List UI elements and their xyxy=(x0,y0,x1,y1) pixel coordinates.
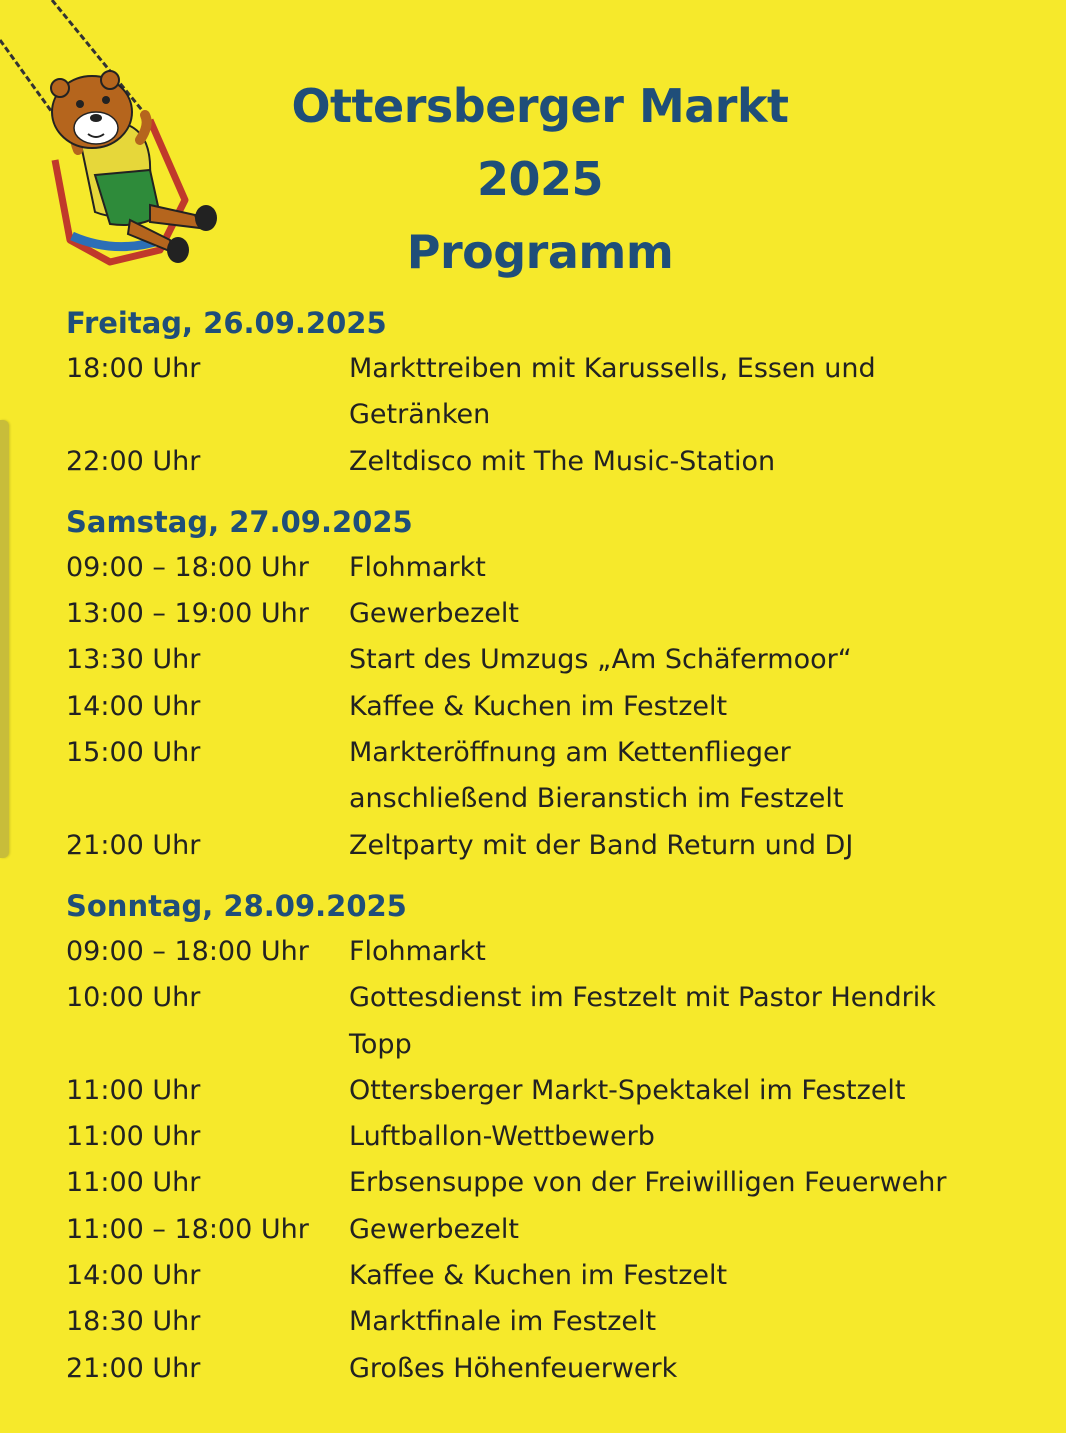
schedule-row xyxy=(66,1160,1026,1206)
day-section-sunday xyxy=(66,883,1026,1392)
schedule-event: Markteröffnung am Kettenflieger anschließend Bieranstich im Festzelt xyxy=(349,737,844,815)
schedule-time: 14:00 Uhr xyxy=(66,1260,201,1292)
schedule-event: Kaffee & Kuchen im Festzelt xyxy=(349,690,728,722)
day-section-friday xyxy=(66,300,1026,485)
schedule-row xyxy=(66,823,1026,869)
schedule-time: 11:00 Uhr xyxy=(66,1167,201,1199)
schedule-row xyxy=(66,1207,1026,1253)
schedule-time: 09:00 – 18:00 Uhr xyxy=(66,935,309,967)
schedule-row xyxy=(66,975,1026,1068)
schedule-time: 21:00 Uhr xyxy=(66,1352,201,1384)
day-title: Freitag, 26.09.2025 xyxy=(66,306,387,340)
schedule-event: Gewerbezelt xyxy=(349,598,519,630)
day-section-saturday xyxy=(66,499,1026,869)
schedule-row xyxy=(66,1346,1026,1392)
day-title: Sonntag, 28.09.2025 xyxy=(66,888,407,923)
schedule-row xyxy=(66,637,1026,683)
schedule-event: Kaffee & Kuchen im Festzelt xyxy=(349,1260,728,1292)
schedule-event: Ottersberger Markt-Spektakel im Festzelt xyxy=(349,1074,906,1106)
schedule-row xyxy=(66,1114,1026,1160)
page-year: 2025 xyxy=(476,152,604,206)
schedule-time: 10:00 Uhr xyxy=(66,982,201,1014)
schedule-event: Gottesdienst im Festzelt mit Pastor Hendrik Topp xyxy=(349,982,936,1060)
program-schedule xyxy=(66,300,1026,1392)
schedule-row xyxy=(66,929,1026,975)
schedule-time: 21:00 Uhr xyxy=(66,829,201,861)
edge-handle[interactable] xyxy=(0,420,9,858)
schedule-time: 15:00 Uhr xyxy=(66,737,201,769)
schedule-row xyxy=(66,346,1026,439)
schedule-row xyxy=(66,1253,1026,1299)
page-title: Ottersberger Markt xyxy=(291,79,789,133)
otter-on-swing-illustration xyxy=(0,0,230,280)
schedule-time: 18:00 Uhr xyxy=(66,353,201,384)
schedule-event: Zeltparty mit der Band Return und DJ xyxy=(349,829,854,861)
schedule-row xyxy=(66,545,1026,591)
schedule-time: 11:00 Uhr xyxy=(66,1121,201,1153)
schedule-event: Luftballon-Wettbewerb xyxy=(349,1121,655,1153)
schedule-time: 22:00 Uhr xyxy=(66,445,201,477)
schedule-time: 14:00 Uhr xyxy=(66,690,201,722)
schedule-row xyxy=(66,1068,1026,1114)
schedule-event: Start des Umzugs „Am Schäfermoor“ xyxy=(349,644,852,676)
schedule-time: 13:00 – 19:00 Uhr xyxy=(66,598,309,630)
schedule-event: Flohmarkt xyxy=(349,551,486,583)
schedule-event: Markttreiben mit Karussells, Essen und Getränken xyxy=(349,353,876,431)
schedule-row xyxy=(66,1299,1026,1345)
schedule-event: Erbsensuppe von der Freiwilligen Feuerwehr xyxy=(349,1167,947,1199)
schedule-event: Flohmarkt xyxy=(349,935,486,967)
schedule-time: 11:00 – 18:00 Uhr xyxy=(66,1213,309,1245)
schedule-event: Marktfinale im Festzelt xyxy=(349,1306,657,1338)
schedule-event: Großes Höhenfeuerwerk xyxy=(349,1352,678,1384)
schedule-row xyxy=(66,730,1026,823)
schedule-event: Zeltdisco mit The Music-Station xyxy=(349,445,776,477)
schedule-row xyxy=(66,684,1026,730)
schedule-row xyxy=(66,591,1026,637)
schedule-time: 18:30 Uhr xyxy=(66,1306,201,1338)
page-subtitle: Programm xyxy=(406,225,674,279)
schedule-time: 13:30 Uhr xyxy=(66,644,201,676)
schedule-time: 09:00 – 18:00 Uhr xyxy=(66,551,309,583)
schedule-row xyxy=(66,439,1026,485)
page-header xyxy=(250,70,830,289)
day-title: Samstag, 27.09.2025 xyxy=(66,504,413,539)
schedule-time: 11:00 Uhr xyxy=(66,1074,201,1106)
schedule-event: Gewerbezelt xyxy=(349,1213,519,1245)
